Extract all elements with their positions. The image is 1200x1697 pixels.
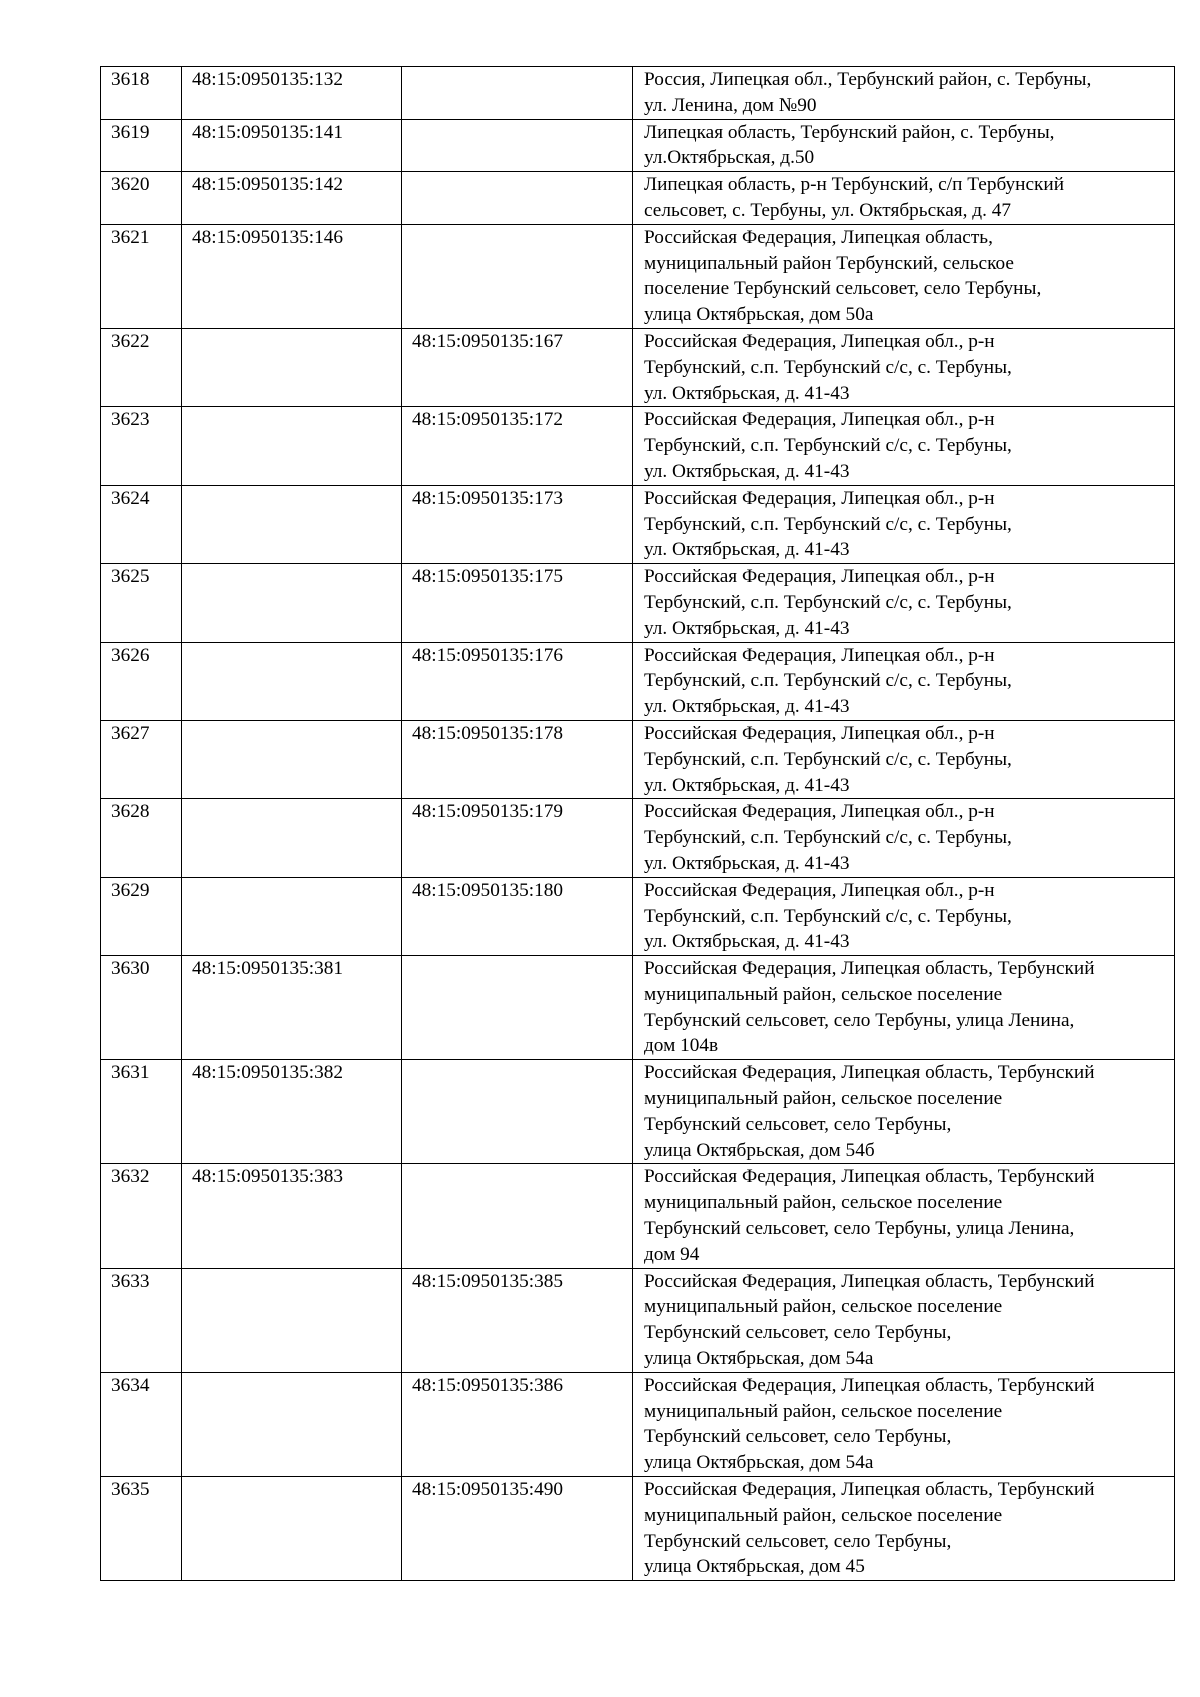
- cadastral-number-alt-cell: 48:15:0950135:175: [402, 564, 633, 642]
- registry-table-body: [101, 67, 1175, 1581]
- address-cell: [633, 328, 1175, 406]
- address-line: ул. Октябрьская, д. 41-43: [644, 460, 850, 482]
- cadastral-number-alt-cell: [402, 956, 633, 1060]
- address-line: дом 104в: [644, 1035, 719, 1057]
- address-line: Тербунский сельсовет, село Тербуны, улица Ленина,: [644, 1218, 1075, 1240]
- address-line: ул. Октябрьская, д. 41-43: [644, 539, 850, 561]
- address-line: ул. Ленина, дом №90: [644, 94, 817, 116]
- address-line: Российская Федерация, Липецкая обл., р-н: [644, 644, 995, 666]
- address-line: ул. Октябрьская, д. 41-43: [644, 617, 850, 639]
- address-line: Липецкая область, р-н Тербунский, с/п Тербунский: [644, 174, 1065, 196]
- address-line: Тербунский, с.п. Тербунский с/с, с. Тербуны,: [644, 591, 1012, 613]
- address-line: Тербунский, с.п. Тербунский с/с, с. Тербуны,: [644, 435, 1012, 457]
- address-line: Липецкая область, Тербунский район, с. Тербуны,: [644, 121, 1055, 143]
- row-number-cell: 3621: [101, 224, 182, 328]
- cadastral-number-cell: [182, 328, 402, 406]
- row-number-cell: 3622: [101, 328, 182, 406]
- cadastral-number-alt-cell: 48:15:0950135:176: [402, 642, 633, 720]
- address-line: Тербунский сельсовет, село Тербуны,: [644, 1530, 952, 1552]
- cadastral-number-alt-cell: 48:15:0950135:172: [402, 407, 633, 485]
- address-cell: [633, 172, 1175, 225]
- cadastral-number-cell: [182, 1268, 402, 1372]
- address-line: Российская Федерация, Липецкая обл., р-н: [644, 801, 995, 823]
- address-line: Российская Федерация, Липецкая обл., р-н: [644, 409, 995, 431]
- cadastral-number-alt-cell: [402, 224, 633, 328]
- address-line: ул. Октябрьская, д. 41-43: [644, 852, 850, 874]
- cadastral-number-cell: 48:15:0950135:146: [182, 224, 402, 328]
- address-cell: [633, 1060, 1175, 1164]
- address-line: Российская Федерация, Липецкая область, Тербунский: [644, 1479, 1095, 1501]
- address-line: Российская Федерация, Липецкая область, Тербунский: [644, 1270, 1095, 1292]
- property-registry-table: [100, 66, 1175, 1581]
- address-line: Российская Федерация, Липецкая область,: [644, 226, 993, 248]
- table-row: [101, 564, 1175, 642]
- cadastral-number-alt-cell: 48:15:0950135:386: [402, 1372, 633, 1476]
- address-line: сельсовет, с. Тербуны, ул. Октябрьская, д. 47: [644, 199, 1012, 221]
- address-line: Тербунский сельсовет, село Тербуны,: [644, 1322, 952, 1344]
- cadastral-number-cell: 48:15:0950135:141: [182, 119, 402, 172]
- address-line: Тербунский сельсовет, село Тербуны,: [644, 1426, 952, 1448]
- address-line: улица Октябрьская, дом 50а: [644, 304, 874, 326]
- table-row: [101, 1060, 1175, 1164]
- table-row: [101, 1268, 1175, 1372]
- address-line: Тербунский, с.п. Тербунский с/с, с. Тербуны,: [644, 670, 1012, 692]
- address-line: муниципальный район, сельское поселение: [644, 1296, 1003, 1318]
- table-row: [101, 67, 1175, 120]
- address-line: Российская Федерация, Липецкая обл., р-н: [644, 330, 995, 352]
- address-line: муниципальный район, сельское поселение: [644, 1088, 1003, 1110]
- address-cell: [633, 407, 1175, 485]
- cadastral-number-alt-cell: 48:15:0950135:179: [402, 799, 633, 877]
- table-row: [101, 956, 1175, 1060]
- address-cell: [633, 1477, 1175, 1581]
- address-line: ул. Октябрьская, д. 41-43: [644, 931, 850, 953]
- address-cell: [633, 564, 1175, 642]
- row-number-cell: 3629: [101, 877, 182, 955]
- cadastral-number-cell: 48:15:0950135:382: [182, 1060, 402, 1164]
- table-row: [101, 485, 1175, 563]
- cadastral-number-cell: [182, 877, 402, 955]
- table-row: [101, 642, 1175, 720]
- address-line: Российская Федерация, Липецкая область, Тербунский: [644, 1062, 1095, 1084]
- row-number-cell: 3618: [101, 67, 182, 120]
- cadastral-number-alt-cell: [402, 1060, 633, 1164]
- address-line: ул. Октябрьская, д. 41-43: [644, 382, 850, 404]
- cadastral-number-alt-cell: 48:15:0950135:167: [402, 328, 633, 406]
- table-row: [101, 1477, 1175, 1581]
- address-line: Тербунский, с.п. Тербунский с/с, с. Тербуны,: [644, 748, 1012, 770]
- address-line: улица Октябрьская, дом 54а: [644, 1452, 874, 1474]
- row-number-cell: 3631: [101, 1060, 182, 1164]
- address-cell: [633, 1268, 1175, 1372]
- cadastral-number-alt-cell: [402, 119, 633, 172]
- address-line: Тербунский сельсовет, село Тербуны, улица Ленина,: [644, 1009, 1075, 1031]
- table-row: [101, 877, 1175, 955]
- address-line: ул.Октябрьская, д.50: [644, 147, 815, 169]
- address-cell: [633, 642, 1175, 720]
- address-line: Тербунский, с.п. Тербунский с/с, с. Тербуны,: [644, 356, 1012, 378]
- row-number-cell: 3632: [101, 1164, 182, 1268]
- row-number-cell: 3635: [101, 1477, 182, 1581]
- table-row: [101, 799, 1175, 877]
- table-row: [101, 1164, 1175, 1268]
- address-line: улица Октябрьская, дом 45: [644, 1556, 865, 1578]
- cadastral-number-cell: [182, 1477, 402, 1581]
- address-line: Российская Федерация, Липецкая область, Тербунский: [644, 1166, 1095, 1188]
- address-line: дом 94: [644, 1243, 700, 1265]
- row-number-cell: 3619: [101, 119, 182, 172]
- address-cell: [633, 956, 1175, 1060]
- row-number-cell: 3633: [101, 1268, 182, 1372]
- cadastral-number-cell: [182, 407, 402, 485]
- row-number-cell: 3623: [101, 407, 182, 485]
- address-line: Тербунский, с.п. Тербунский с/с, с. Тербуны,: [644, 905, 1012, 927]
- row-number-cell: 3634: [101, 1372, 182, 1476]
- address-line: Российская Федерация, Липецкая область, Тербунский: [644, 958, 1095, 980]
- address-line: Российская Федерация, Липецкая обл., р-н: [644, 487, 995, 509]
- address-cell: [633, 799, 1175, 877]
- table-row: [101, 720, 1175, 798]
- address-line: поселение Тербунский сельсовет, село Тербуны,: [644, 278, 1042, 300]
- row-number-cell: 3625: [101, 564, 182, 642]
- table-row: [101, 407, 1175, 485]
- row-number-cell: 3620: [101, 172, 182, 225]
- address-cell: [633, 67, 1175, 120]
- address-cell: [633, 720, 1175, 798]
- address-line: Российская Федерация, Липецкая область, Тербунский: [644, 1374, 1095, 1396]
- cadastral-number-cell: 48:15:0950135:132: [182, 67, 402, 120]
- address-line: Российская Федерация, Липецкая обл., р-н: [644, 566, 995, 588]
- cadastral-number-cell: [182, 799, 402, 877]
- cadastral-number-cell: [182, 564, 402, 642]
- address-cell: [633, 1372, 1175, 1476]
- cadastral-number-cell: 48:15:0950135:381: [182, 956, 402, 1060]
- address-cell: [633, 224, 1175, 328]
- cadastral-number-alt-cell: 48:15:0950135:385: [402, 1268, 633, 1372]
- cadastral-number-cell: 48:15:0950135:383: [182, 1164, 402, 1268]
- address-line: Тербунский, с.п. Тербунский с/с, с. Тербуны,: [644, 513, 1012, 535]
- address-line: ул. Октябрьская, д. 41-43: [644, 774, 850, 796]
- address-line: муниципальный район Тербунский, сельское: [644, 252, 1014, 274]
- cadastral-number-alt-cell: 48:15:0950135:178: [402, 720, 633, 798]
- table-row: [101, 172, 1175, 225]
- table-row: [101, 328, 1175, 406]
- row-number-cell: 3626: [101, 642, 182, 720]
- table-row: [101, 119, 1175, 172]
- address-cell: [633, 1164, 1175, 1268]
- cadastral-number-cell: 48:15:0950135:142: [182, 172, 402, 225]
- address-line: муниципальный район, сельское поселение: [644, 1504, 1003, 1526]
- cadastral-number-alt-cell: 48:15:0950135:173: [402, 485, 633, 563]
- row-number-cell: 3630: [101, 956, 182, 1060]
- address-line: муниципальный район, сельское поселение: [644, 1400, 1003, 1422]
- address-cell: [633, 485, 1175, 563]
- cadastral-number-cell: [182, 720, 402, 798]
- address-line: Тербунский сельсовет, село Тербуны,: [644, 1113, 952, 1135]
- cadastral-number-cell: [182, 642, 402, 720]
- table-row: [101, 224, 1175, 328]
- row-number-cell: 3624: [101, 485, 182, 563]
- address-cell: [633, 877, 1175, 955]
- address-line: муниципальный район, сельское поселение: [644, 983, 1003, 1005]
- cadastral-number-alt-cell: [402, 172, 633, 225]
- cadastral-number-cell: [182, 1372, 402, 1476]
- row-number-cell: 3627: [101, 720, 182, 798]
- row-number-cell: 3628: [101, 799, 182, 877]
- address-line: ул. Октябрьская, д. 41-43: [644, 696, 850, 718]
- table-row: [101, 1372, 1175, 1476]
- cadastral-number-alt-cell: [402, 1164, 633, 1268]
- cadastral-number-alt-cell: 48:15:0950135:180: [402, 877, 633, 955]
- address-line: Тербунский, с.п. Тербунский с/с, с. Тербуны,: [644, 827, 1012, 849]
- cadastral-number-alt-cell: [402, 67, 633, 120]
- address-line: улица Октябрьская, дом 54а: [644, 1348, 874, 1370]
- address-line: Россия, Липецкая обл., Тербунский район, с. Тербуны,: [644, 69, 1092, 90]
- address-line: Российская Федерация, Липецкая обл., р-н: [644, 879, 995, 901]
- address-line: улица Октябрьская, дом 54б: [644, 1139, 875, 1161]
- address-line: Российская Федерация, Липецкая обл., р-н: [644, 722, 995, 744]
- address-cell: [633, 119, 1175, 172]
- cadastral-number-alt-cell: 48:15:0950135:490: [402, 1477, 633, 1581]
- address-line: муниципальный район, сельское поселение: [644, 1192, 1003, 1214]
- cadastral-number-cell: [182, 485, 402, 563]
